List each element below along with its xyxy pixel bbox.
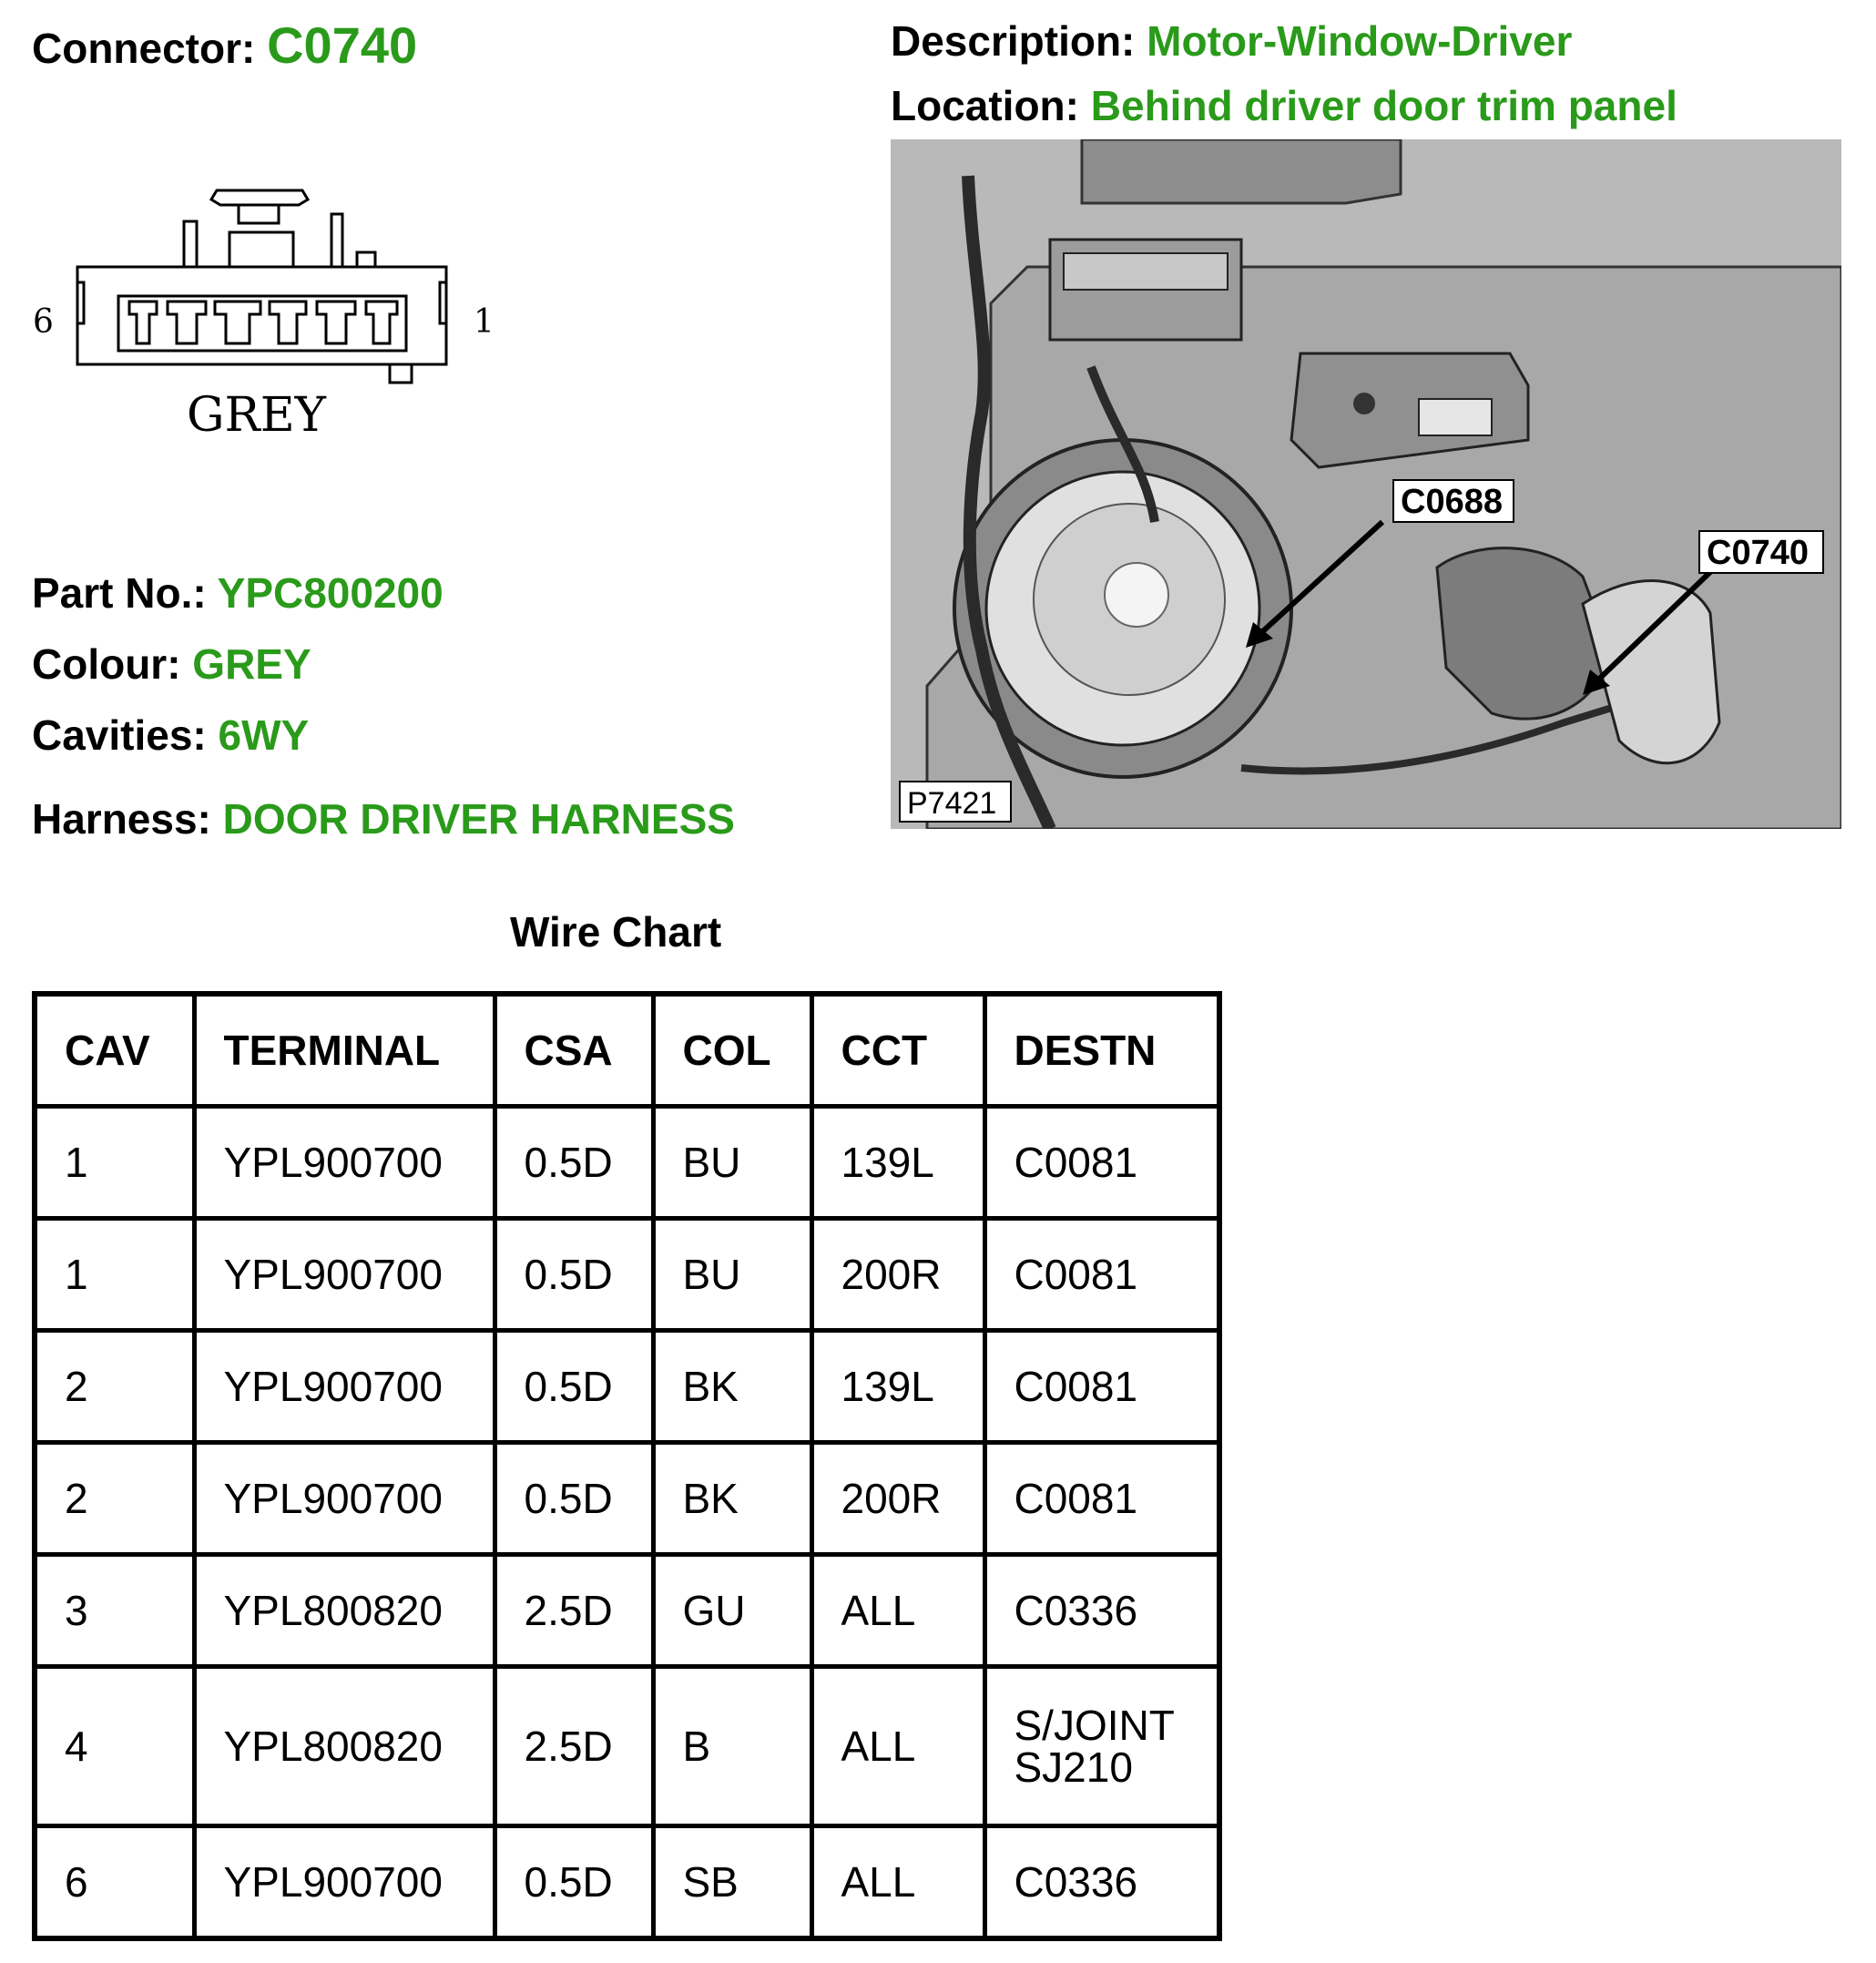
cell-cct: 139L — [811, 1331, 984, 1443]
colour-label: Colour: — [32, 640, 181, 688]
wire-chart-table — [32, 991, 1222, 1941]
cell-terminal: YPL900700 — [194, 1443, 494, 1555]
figure-id: P7421 — [907, 786, 997, 821]
header-cav: CAV — [35, 994, 194, 1107]
cell-terminal: YPL900700 — [194, 1219, 494, 1331]
connector-value: C0740 — [267, 16, 418, 74]
table-row — [35, 1219, 1219, 1331]
door-location-illustration — [891, 139, 1841, 829]
description-label: Description: — [891, 17, 1136, 65]
cell-terminal: YPL900700 — [194, 1826, 494, 1939]
cell-csa: 0.5D — [494, 1443, 653, 1555]
location-value: Behind driver door trim panel — [1090, 82, 1677, 129]
cell-cct: ALL — [811, 1667, 984, 1826]
harness-line — [32, 795, 735, 843]
description-line — [891, 17, 1573, 65]
cell-cav: 2 — [35, 1331, 194, 1443]
cell-cav: 4 — [35, 1667, 194, 1826]
cell-cct: 139L — [811, 1107, 984, 1219]
colour-line — [32, 640, 311, 688]
cell-col: GU — [653, 1555, 811, 1667]
location-label: Location: — [891, 82, 1079, 129]
cell-col: BK — [653, 1443, 811, 1555]
cell-csa: 2.5D — [494, 1555, 653, 1667]
cell-col: SB — [653, 1826, 811, 1939]
header-cct: CCT — [811, 994, 984, 1107]
table-row — [35, 1107, 1219, 1219]
wire-chart-title: Wire Chart — [510, 908, 722, 956]
pin-6-label: 6 — [33, 303, 54, 341]
cell-csa: 0.5D — [494, 1107, 653, 1219]
cell-cct: ALL — [811, 1826, 984, 1939]
cell-cav: 1 — [35, 1107, 194, 1219]
connector-face-diagram — [27, 178, 501, 460]
header-col: COL — [653, 994, 811, 1107]
table-row — [35, 1331, 1219, 1443]
table-row — [35, 1555, 1219, 1667]
cell-destn: C0081 — [984, 1443, 1219, 1555]
cell-cav: 6 — [35, 1826, 194, 1939]
connector-label: Connector: — [32, 25, 256, 72]
cell-col: B — [653, 1667, 811, 1826]
table-header-row — [35, 994, 1219, 1107]
cell-destn: C0081 — [984, 1219, 1219, 1331]
cell-destn — [984, 1667, 1219, 1826]
cell-csa: 0.5D — [494, 1219, 653, 1331]
harness-label: Harness: — [32, 795, 211, 843]
cell-cav: 1 — [35, 1219, 194, 1331]
table-row — [35, 1443, 1219, 1555]
callout-c0688: C0688 — [1401, 483, 1503, 521]
cell-terminal: YPL800820 — [194, 1555, 494, 1667]
cell-cct: 200R — [811, 1219, 984, 1331]
part-no-line — [32, 569, 444, 617]
header-terminal: TERMINAL — [194, 994, 494, 1107]
header-csa: CSA — [494, 994, 653, 1107]
cell-destn: C0081 — [984, 1107, 1219, 1219]
cell-cav: 2 — [35, 1443, 194, 1555]
connector-colour-caption: GREY — [187, 388, 326, 443]
location-line — [891, 82, 1677, 129]
table-row — [35, 1667, 1219, 1826]
cell-col: BU — [653, 1107, 811, 1219]
destn-line-1: S/JOINT — [1014, 1702, 1175, 1749]
cell-terminal: YPL900700 — [194, 1331, 494, 1443]
cell-cav: 3 — [35, 1555, 194, 1667]
cell-csa: 0.5D — [494, 1331, 653, 1443]
callout-c0740: C0740 — [1707, 534, 1809, 572]
cell-col: BK — [653, 1331, 811, 1443]
destn-line-2: SJ210 — [1014, 1743, 1133, 1791]
cell-col: BU — [653, 1219, 811, 1331]
cell-terminal: YPL900700 — [194, 1107, 494, 1219]
header-destn: DESTN — [984, 994, 1219, 1107]
colour-value: GREY — [192, 640, 311, 688]
cell-terminal: YPL800820 — [194, 1667, 494, 1826]
cell-cct: ALL — [811, 1555, 984, 1667]
harness-value: DOOR DRIVER HARNESS — [222, 795, 735, 843]
cell-destn: C0081 — [984, 1331, 1219, 1443]
connector-line — [32, 16, 418, 74]
part-no-label: Part No.: — [32, 569, 207, 617]
cell-destn: C0336 — [984, 1555, 1219, 1667]
cavities-line — [32, 711, 310, 759]
cell-cct: 200R — [811, 1443, 984, 1555]
cell-csa: 0.5D — [494, 1826, 653, 1939]
cell-csa: 2.5D — [494, 1667, 653, 1826]
table-row — [35, 1826, 1219, 1939]
part-no-value: YPC800200 — [217, 569, 444, 617]
cavities-label: Cavities: — [32, 711, 207, 759]
cell-destn: C0336 — [984, 1826, 1219, 1939]
cavities-value: 6WY — [218, 711, 310, 759]
description-value: Motor-Window-Driver — [1147, 17, 1573, 65]
pin-1-label: 1 — [474, 303, 494, 341]
